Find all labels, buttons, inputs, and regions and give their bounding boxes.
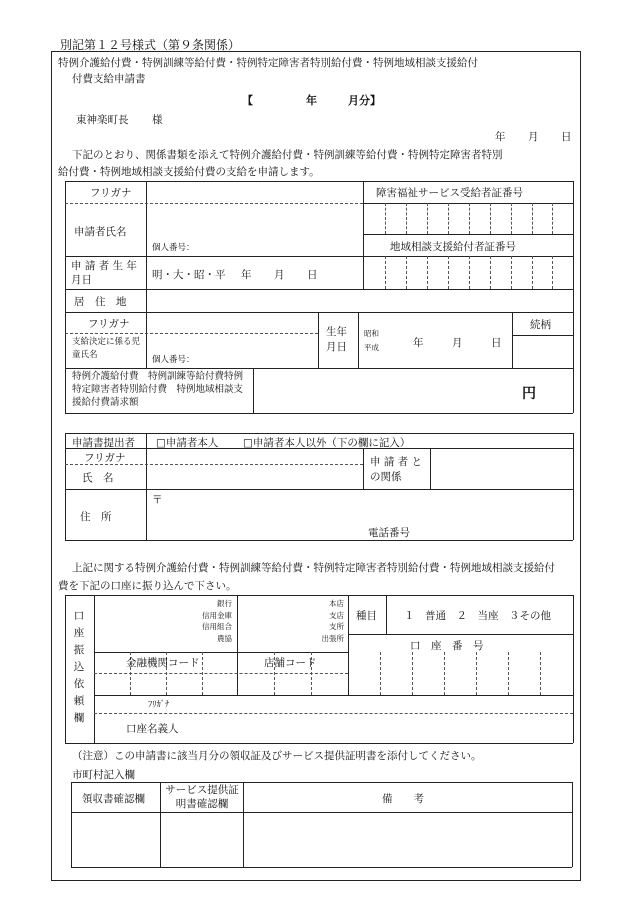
- note: （注意）この申請書に該当月分の領収証及びサービス提供証明書を添付してください。: [72, 750, 482, 762]
- municipal-heading: 市町村記入欄: [72, 769, 135, 781]
- bank-type-bank: 銀行: [217, 599, 232, 608]
- child-relation-label: 続柄: [530, 319, 551, 331]
- branch-type-office: 出張所: [321, 633, 344, 643]
- transfer-line2: 費を下記の口座に振り込んで下さい。: [58, 580, 237, 592]
- submitter-postal: 〒: [152, 494, 163, 506]
- submitter-phone-label: 電話番号: [368, 527, 410, 539]
- submitter-option-self[interactable]: □申請者本人: [156, 437, 219, 449]
- applicant-birth-day: 日: [307, 269, 318, 281]
- branch-type-list: [300, 598, 344, 644]
- bank-type-credit-bank: 信用金庫: [202, 610, 232, 620]
- receipt-check-label: 領収書確認欄: [82, 793, 145, 805]
- account-number-label: 口 座 番 号: [410, 640, 484, 652]
- inst-code-label: 金融機関コード: [126, 657, 200, 669]
- title-line1: 特例介護給付費・特例訓練等給付費・特例特定障害者特別給付費・特例地域相談支援給付: [58, 57, 478, 69]
- branch-code-label: 店舗コード: [264, 657, 317, 669]
- intro-line1: 下記のとおり、関係書類を添えて特例介護給付費・特例訓練等給付費・特例特定障害者特別: [72, 149, 503, 161]
- date-day: 日: [561, 131, 572, 143]
- submitter-furigana-label: フリガナ: [84, 452, 126, 464]
- child-era-showa: 昭和: [364, 329, 379, 338]
- applicant-personal-no: 個人番号：: [152, 243, 195, 253]
- child-era-heisei: 平成: [364, 343, 379, 352]
- service-check-label: サービス提供証明書確認欄: [165, 784, 239, 810]
- child-birth-label: 生年月日: [326, 326, 347, 353]
- branch-type-head: 本店: [329, 599, 344, 608]
- claim-label: 特例介護給付費 特例訓練等給付費特例特定障害者特別給付費 特例地域相談支援給付費請求額: [72, 371, 244, 408]
- claim-yen: 円: [522, 386, 536, 402]
- bank-type-credit-union: 信用組合: [202, 622, 232, 631]
- applicant-eras: 明・大・昭・平: [152, 269, 226, 281]
- addressee-town: 東神楽町長: [76, 114, 129, 126]
- bank-type-agri-coop: 農協: [217, 633, 232, 643]
- applicant-birth-year: 年: [241, 269, 252, 281]
- intro-line2: 給付費・特例地域相談支援給付費の支給を申請します。: [58, 166, 320, 178]
- applicant-furigana-label: フリガナ: [90, 187, 132, 199]
- branch-type-sub: 支所: [329, 622, 344, 631]
- date-month: 月: [528, 131, 539, 143]
- remarks-label: 備 考: [382, 793, 424, 805]
- applicant-birth-label: 申 請 者 生 年 月日: [71, 260, 137, 286]
- submitter-label: 申請書提出者: [72, 437, 135, 449]
- applicant-birth-month: 月: [274, 269, 285, 281]
- bank-side-label: 口座振込依頼欄: [73, 610, 85, 724]
- account-kind-label: 種目: [356, 610, 377, 622]
- holder-furigana-label: ﾌﾘｶﾞﾅ: [148, 700, 170, 710]
- date-year: 年: [495, 131, 506, 143]
- form-label: 別記第１２号様式（第９条関係）: [60, 38, 241, 52]
- submitter-name-label: 氏 名: [82, 472, 114, 484]
- holder-label: 口座名義人: [126, 723, 179, 735]
- month-year: 年: [306, 94, 317, 107]
- address-label: 居 住 地: [74, 296, 127, 308]
- title-line2: 付費支給申請書: [72, 73, 146, 85]
- month-bracket-close: 月分】: [348, 94, 381, 107]
- child-name-label: 支給決定に係る児童氏名: [72, 337, 141, 360]
- month-bracket-open: 【: [242, 94, 253, 107]
- applicant-name-label: 申請者氏名: [74, 226, 127, 238]
- cert-welfare-label: 障害福祉サービス受給者証番号: [376, 187, 523, 199]
- submitter-address-label: 住 所: [80, 511, 112, 523]
- submitter-relation-label: 申 請 者 との関係: [370, 456, 423, 483]
- cert-regional-label: 地域相談支援給付者証番号: [390, 241, 516, 253]
- branch-type-branch: 支店: [329, 610, 344, 620]
- child-birth-year: 年: [413, 337, 424, 349]
- child-furigana-label: フリガナ: [88, 318, 130, 330]
- transfer-line1: 上記に関する特例介護給付費・特例訓練等給付費・特例特定障害者特別給付費・特例地域相談支援給付: [72, 562, 555, 574]
- addressee-honorific: 様: [152, 114, 163, 126]
- child-birth-month: 月: [452, 337, 463, 349]
- child-personal-no: 個人番号：: [152, 355, 195, 365]
- submitter-option-other[interactable]: □申請者本人以外（下の欄に記入）: [243, 437, 411, 449]
- child-birth-day: 日: [491, 337, 502, 349]
- account-kinds: １ 普通 ２ 当座 ３その他: [404, 610, 551, 622]
- bank-type-list: [190, 598, 232, 644]
